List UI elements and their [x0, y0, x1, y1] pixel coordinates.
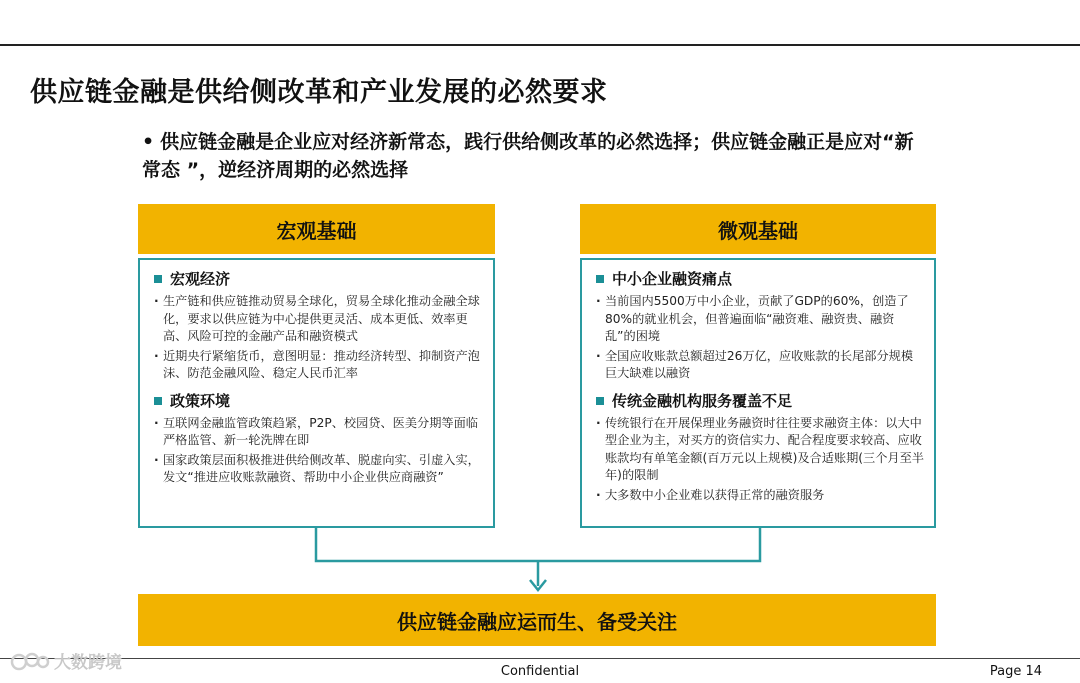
list-item: · 传统银行在开展保理业务融资时往往要求融资主体：以大中型企业为主，对买方的资信实力、配合程度要求较高、应收账款均有单笔金额(百万元以上规模)及合适账期(三个月至半年)的限制	[596, 415, 924, 485]
result-banner: 供应链金融应运而生、备受关注	[138, 594, 936, 646]
slide-title: 供应链金融是供给侧改革和产业发展的必然要求	[30, 77, 608, 108]
macro-header: 宏观基础	[138, 204, 495, 254]
intro-body: 供应链金融是企业应对经济新常态，践行供给侧改革的必然选择；供应链金融正是应对“新常态 ”，逆经济周期的必然选择	[142, 131, 914, 181]
list-item: · 国家政策层面积极推进供给侧改革、脱虚向实、引虚入实，发文“推进应收账款融资、帮助中小企业供应商融资”	[154, 452, 483, 487]
watermark-text: 大数跨境	[54, 653, 122, 673]
section-heading-text: 宏观经济	[170, 270, 231, 288]
list-item: · 当前国内5500万中小企业，贡献了GDP的60%，创造了80%的就业机会，但普遍面临“融资难、融资贵、融资乱”的困境	[596, 293, 924, 346]
list-item: · 互联网金融监管政策趋紧，P2P、校园贷、医美分期等面临严格监管、新一轮洗牌在即	[154, 415, 483, 450]
footer-confidential: Confidential	[500, 664, 580, 679]
page-number: Page 14	[989, 664, 1042, 679]
bottom-rule	[0, 658, 1080, 659]
list-item: · 生产链和供应链推动贸易全球化，贸易全球化推动金融全球化，要求以供应链为中心提供更灵活、成本更低、效率更高、风险可控的金融产品和融资模式	[154, 293, 483, 346]
section-heading-text: 政策环境	[170, 391, 231, 410]
micro-header: 微观基础	[580, 204, 936, 254]
list-item: · 大多数中小企业难以获得正常的融资服务	[596, 487, 924, 505]
connector-line	[316, 528, 760, 561]
section-heading-text: 中小企业融资痛点	[612, 270, 733, 288]
list-item: · 近期央行紧缩货币，意图明显：推动经济转型、抑制资产泡沫、防范金融风险、稳定人民币汇率	[154, 348, 483, 383]
section-heading-text: 传统金融机构服务覆盖不足	[612, 391, 793, 410]
intro-bullet: •	[142, 131, 155, 153]
list-item: · 全国应收账款总额超过26万亿，应收账款的长尾部分规模巨大缺难以融资	[596, 348, 924, 383]
